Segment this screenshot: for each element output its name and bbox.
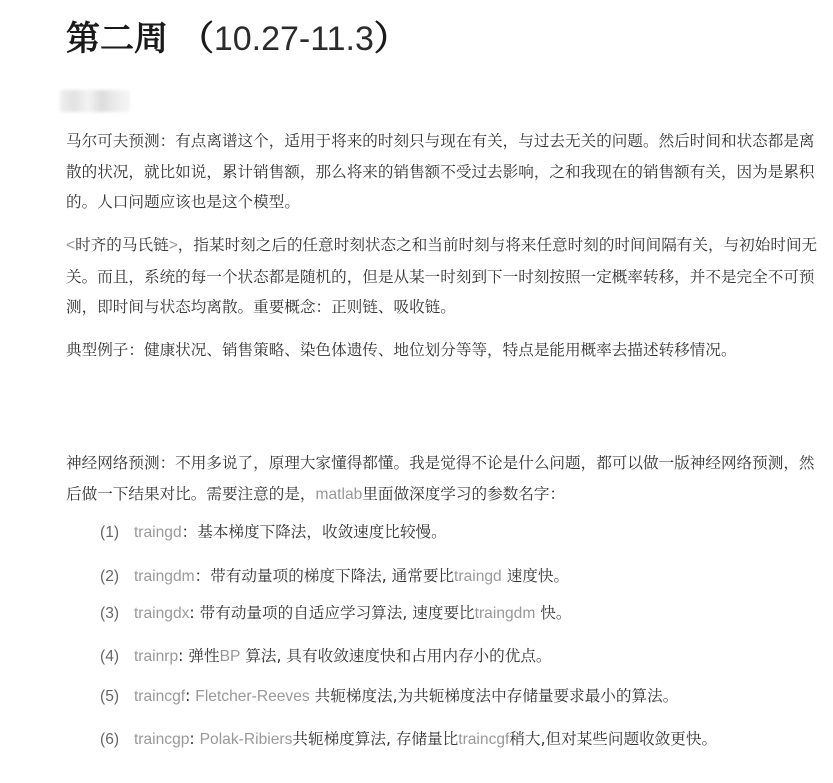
- item-ref: traingd: [454, 568, 502, 585]
- angle-close: >: [168, 237, 178, 254]
- item-desc-2: 速度快。: [501, 567, 570, 585]
- title-main: 第二周: [66, 19, 168, 59]
- item-name: traingd: [133, 524, 182, 541]
- item-number: (3): [100, 605, 120, 622]
- item-number: (6): [100, 731, 120, 748]
- paragraph-markov: 马尔可夫预测：有点离谱这个，适用于将来的时刻只与现在有关，与过去无关的问题。然后时间和状态都是离散的状况，就比如说，累计销售额，那么将来的销售额不受过去影响，之和我现在的销售额有关，因为是累积的。人口问题应该也是这个模型。: [66, 132, 815, 211]
- matlab-term: matlab: [315, 485, 363, 503]
- paragraph-time-homogeneous: [66, 230, 822, 323]
- item-sep: :: [178, 647, 189, 665]
- item-name: trainrp: [133, 648, 179, 665]
- neural-text-b: 里面做深度学习的参数名字：: [362, 484, 566, 503]
- paragraph-examples: 典型例子：健康状况、销售策略、染色体遗传、地位划分等等，特点是能用概率去描述转移情况。: [66, 341, 737, 359]
- list-item-traingdm: [66, 561, 822, 593]
- paragraph-neural-network: [66, 448, 822, 510]
- item-sep: :: [185, 687, 196, 705]
- item-number: (1): [100, 524, 120, 541]
- item-desc-2: 快。: [535, 604, 572, 622]
- title-paren-close: ）: [373, 19, 408, 59]
- item-name: traingdx: [133, 605, 190, 622]
- title-paren-open: （: [179, 19, 214, 59]
- item-desc-2: 共轭梯度算法, 存储量比: [292, 730, 459, 748]
- item-desc-2: 算法, 具有收敛速度快和占用内存小的优点。: [240, 647, 552, 665]
- item-name: traincgp: [133, 731, 190, 748]
- time-homogeneous-text: ，指某时刻之后的任意时刻状态之和当前时刻与将来任意时刻的时间间隔有关，与初始时间无关。而且，系统的每一个状态都是随机的，但是从某一时刻到下一时刻按照一定概率转移，并不是完全不可预测，即时间与状态均离散。重要概念：正则链、吸收链。: [66, 236, 818, 316]
- item-desc: 弹性: [188, 647, 220, 665]
- list-item-trainrp: [66, 641, 822, 673]
- item-desc-2: 共轭梯度法,为共轭梯度法中存储量要求最小的算法。: [309, 687, 679, 705]
- item-desc-3: 稍大,但对某些问题收敛更快。: [509, 730, 718, 748]
- title-dates: 10.27-11.3: [213, 20, 374, 58]
- item-sep: :: [189, 604, 200, 622]
- item-ref-2: traincgf: [458, 731, 510, 748]
- neural-text-a: 神经网络预测：不用多说了，原理大家懂得都懂。我是觉得不论是什么问题，都可以做一版神经网络预测，然后做一下结果对比。需要注意的是，: [66, 454, 815, 503]
- item-name: traincgf: [133, 688, 186, 705]
- list-item-traingdx: [66, 598, 822, 630]
- item-number: (5): [100, 688, 120, 705]
- item-ref: traingdm: [474, 605, 536, 622]
- item-ref: Polak-Ribiers: [199, 731, 293, 748]
- item-sep: ：: [194, 567, 211, 585]
- item-desc: 带有动量项的自适应学习算法, 速度要比: [199, 604, 475, 622]
- list-item-traingd: [66, 517, 822, 549]
- item-sep: ：: [181, 523, 198, 541]
- list-item-traincgf: [66, 681, 822, 713]
- page-title: [66, 14, 408, 64]
- item-desc: 带有动量项的梯度下降法, 通常要比: [210, 567, 455, 585]
- markov-chain-term: 时齐的马氏链: [75, 236, 169, 254]
- item-sep: :: [189, 730, 200, 748]
- blurred-author-image: [60, 90, 130, 112]
- angle-open: <: [66, 237, 76, 254]
- item-number: (2): [100, 568, 120, 585]
- item-name: traingdm: [133, 568, 195, 585]
- item-ref: Fletcher-Reeves: [195, 688, 310, 705]
- item-desc: 基本梯度下降法，收敛速度比较慢。: [197, 523, 447, 541]
- list-item-traincgp: [66, 724, 822, 756]
- item-ref: BP: [219, 648, 241, 665]
- item-number: (4): [100, 648, 120, 665]
